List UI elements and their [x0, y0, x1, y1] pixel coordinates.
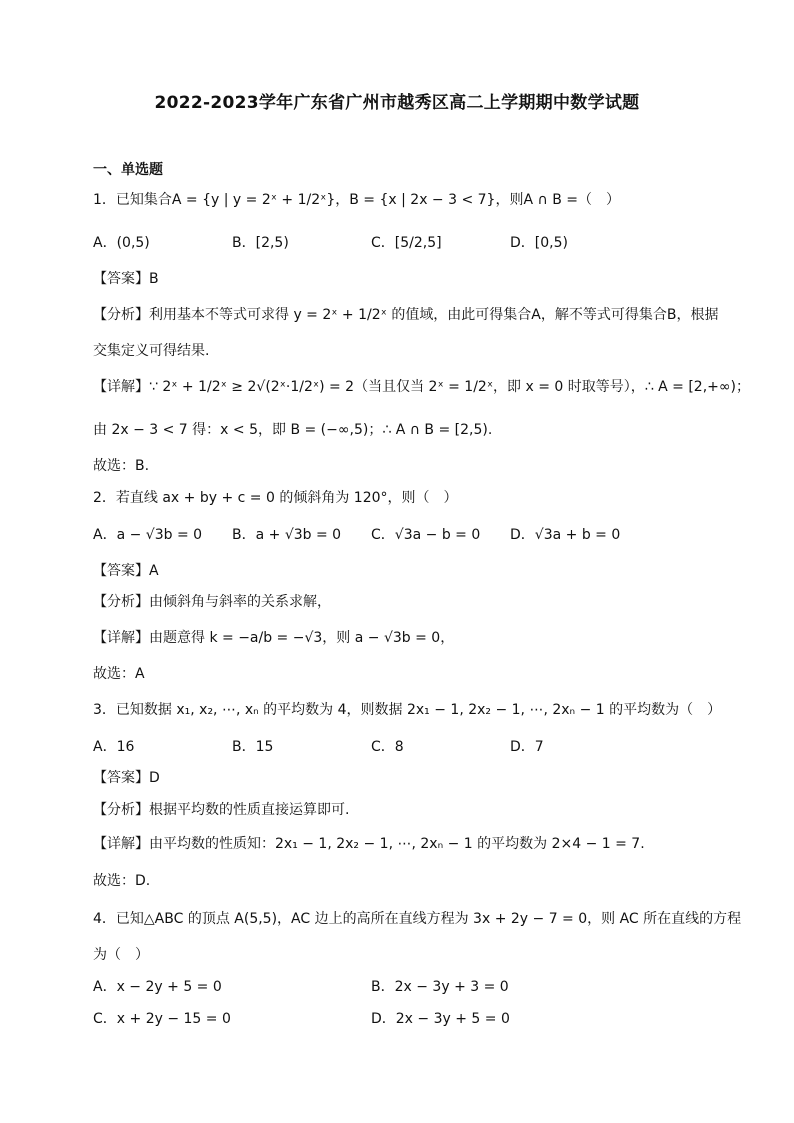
q4-option-b: B．2x − 3y + 3 = 0: [371, 979, 509, 995]
q2-option-c: C．√3a − b = 0: [371, 527, 481, 543]
q1-option-b: B．[2,5): [232, 235, 289, 251]
q1-stem: 1．已知集合A = {y | y = 2ˣ + 1/2ˣ}，B = {x | 2x − 3 < 7}，则A ∩ B =（ ）: [93, 192, 620, 208]
q2-stem: 2．若直线 ax + by + c = 0 的倾斜角为 120°，则（ ）: [93, 490, 458, 506]
q4-option-d: D．2x − 3y + 5 = 0: [371, 1011, 510, 1027]
q2-option-a: A．a − √3b = 0: [93, 527, 203, 543]
q2-option-d: D．√3a + b = 0: [510, 527, 621, 543]
q1-choose: 故选：B.: [93, 458, 150, 474]
page-title: 2022-2023学年广东省广州市越秀区高二上学期期中数学试题: [154, 93, 640, 113]
q3-option-c: C．8: [371, 739, 404, 755]
q1-analysis-line1: 【分析】利用基本不等式可求得 y = 2ˣ + 1/2ˣ 的值域，由此可得集合A，解不等式可得集合B，根据: [93, 307, 719, 323]
q3-option-d: D．7: [510, 739, 544, 755]
q1-analysis-line2: 交集定义可得结果.: [93, 343, 210, 359]
q4-option-a: A．x − 2y + 5 = 0: [93, 979, 222, 995]
q4-option-c: C．x + 2y − 15 = 0: [93, 1011, 231, 1027]
q2-choose: 故选：A: [93, 666, 145, 682]
q2-option-b: B．a + √3b = 0: [232, 527, 342, 543]
q3-stem: 3．已知数据 x₁, x₂, ⋯, xₙ 的平均数为 4，则数据 2x₁ − 1, 2x₂ − 1, ⋯, 2xₙ − 1 的平均数为（ ）: [93, 702, 722, 718]
q1-detail-line1: 【详解】∵ 2ˣ + 1/2ˣ ≥ 2√(2ˣ·1/2ˣ) = 2（当且仅当 2ˣ = 1/2ˣ，即 x = 0 时取等号），∴ A = [2,+∞)；: [93, 379, 751, 395]
q1-answer: 【答案】B: [93, 271, 159, 287]
section-heading: 一、单选题: [93, 162, 163, 178]
q1-option-a: A．(0,5): [93, 235, 150, 251]
q3-analysis: 【分析】根据平均数的性质直接运算即可.: [93, 802, 350, 818]
q2-answer: 【答案】A: [93, 563, 159, 579]
q3-option-a: A．16: [93, 739, 135, 755]
q2-analysis: 【分析】由倾斜角与斜率的关系求解，: [93, 594, 331, 610]
q3-choose: 故选：D.: [93, 873, 151, 889]
q4-stem-line2: 为（ ）: [93, 947, 149, 963]
q3-answer: 【答案】D: [93, 770, 160, 786]
q3-option-b: B．15: [232, 739, 274, 755]
q1-option-d: D．[0,5): [510, 235, 568, 251]
q1-detail-line2: 由 2x − 3 < 7 得：x < 5，即 B = (−∞,5)；∴ A ∩ B = [2,5).: [93, 422, 493, 438]
q3-detail: 【详解】由平均数的性质知：2x₁ − 1, 2x₂ − 1, ⋯, 2xₙ − 1 的平均数为 2×4 − 1 = 7.: [93, 836, 645, 852]
q4-stem-line1: 4．已知△ABC 的顶点 A(5,5)，AC 边上的高所在直线方程为 3x + 2y − 7 = 0，则 AC 所在直线的方程: [93, 911, 742, 927]
q1-option-c: C．[5/2,5]: [371, 235, 442, 251]
q2-detail: 【详解】由题意得 k = −a/b = −√3，则 a − √3b = 0，: [93, 630, 455, 646]
